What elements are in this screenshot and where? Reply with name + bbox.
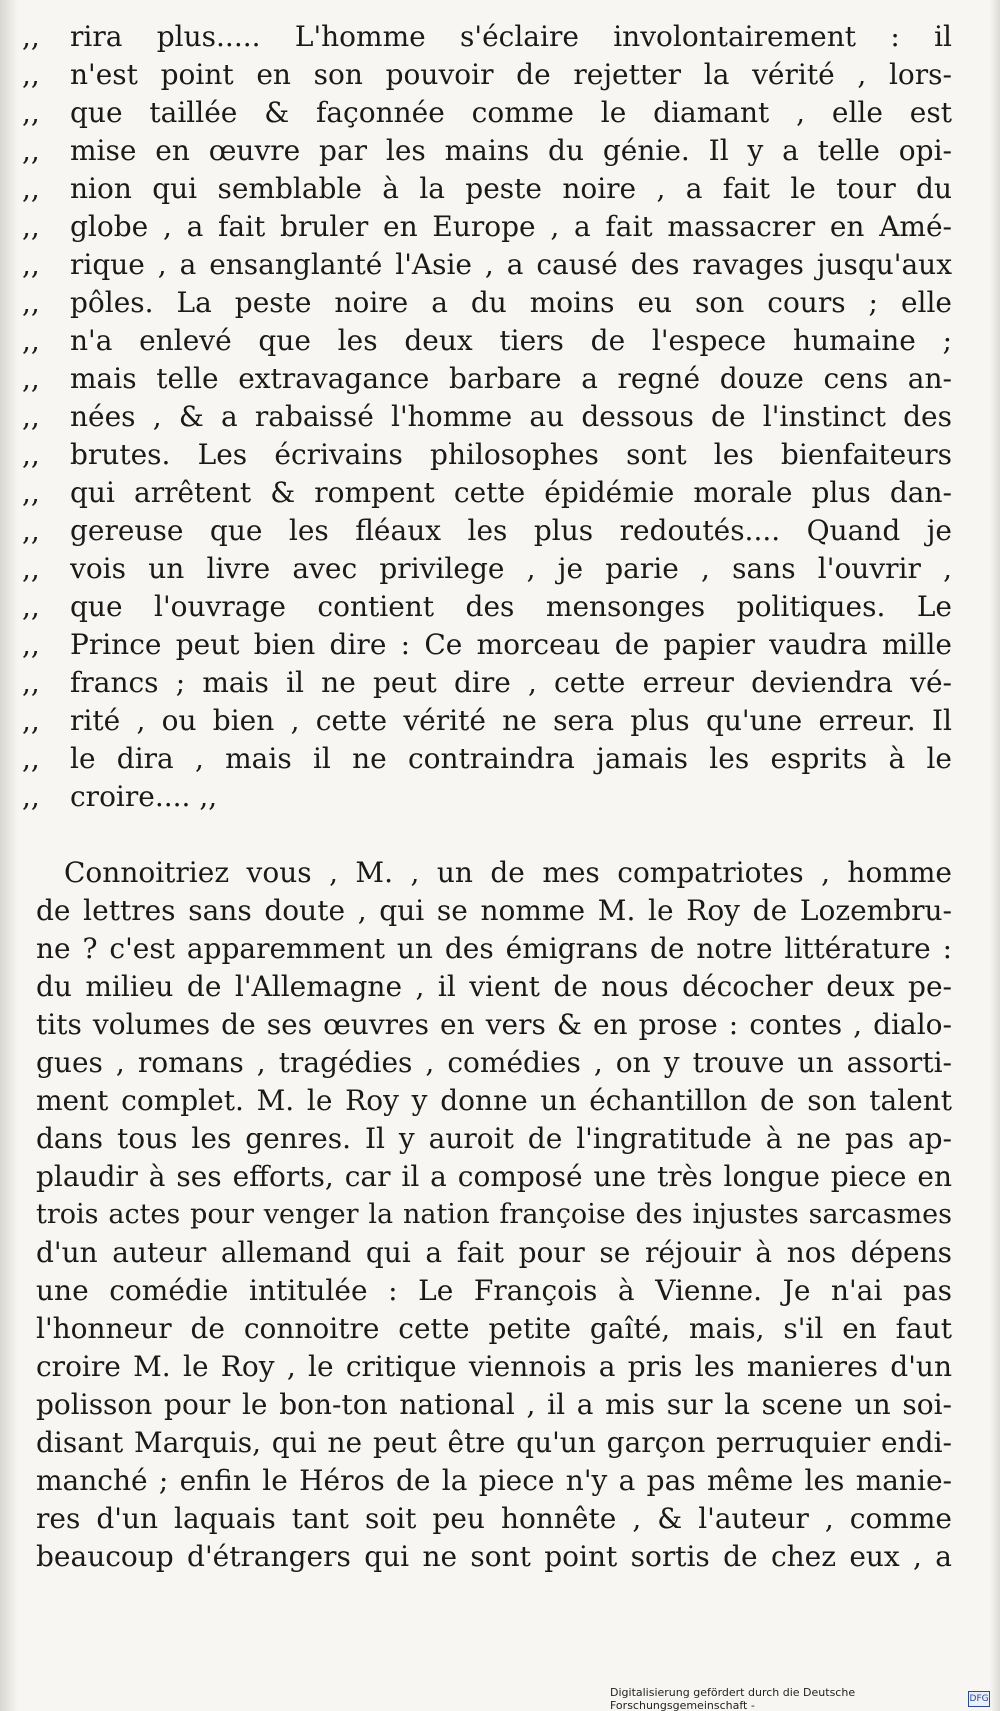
credit-text: Digitalisierung gefördert durch die Deutsche Forschungsgemeinschaft -: [610, 1686, 856, 1711]
quoted-line-text: que l'ouvrage contient des mensonges politiques. Le: [70, 590, 952, 623]
quoted-line-text: vois un livre avec privilege , je parie , sans l'ouvrir ,: [70, 552, 952, 585]
paragraph-line: [22, 1082, 952, 1120]
quoted-line-text: nées , & a rabaissé l'homme au dessous de l'instinct des: [70, 400, 952, 433]
quoted-line: [22, 778, 952, 816]
paragraph-line: [22, 1120, 952, 1158]
paragraph-line: [22, 854, 952, 892]
quoted-line: [22, 360, 952, 398]
quoted-line-text: croire.... ,,: [70, 780, 218, 813]
paragraph-line-text: Connoitriez vous , M. , un de mes compatriotes , homme: [64, 856, 952, 889]
paragraph-line-text: disant Marquis, qui ne peut être qu'un garçon perruquier endi-: [36, 1426, 952, 1459]
quoted-line-text: brutes. Les écrivains philosophes sont les bienfaiteurs: [70, 438, 952, 471]
quoted-line-text: le dira , mais il ne contraindra jamais les esprits à le: [70, 742, 952, 775]
paragraph-line: [22, 892, 952, 930]
quote-mark: ,,: [22, 742, 40, 775]
paragraph-line: [22, 1348, 952, 1386]
quote-mark: ,,: [22, 666, 40, 699]
quote-mark: ,,: [22, 134, 40, 167]
quoted-line-text: rira plus..... L'homme s'éclaire involontairement : il: [70, 20, 952, 53]
paragraph-line-text: trois actes pour venger la nation françoise des injustes sarcasmes: [36, 1199, 952, 1230]
quote-mark: ,,: [22, 58, 40, 91]
page-edge-shadow: [990, 0, 1000, 1711]
quote-mark: ,,: [22, 210, 40, 243]
paragraph-line-text: du milieu de l'Allemagne , il vient de nous décocher deux pe-: [36, 970, 952, 1003]
paragraph-line: [22, 1196, 952, 1234]
quote-mark: ,,: [22, 20, 40, 53]
paragraph-gap: [22, 816, 952, 854]
quote-mark: ,,: [22, 514, 40, 547]
quote-mark: ,,: [22, 476, 40, 509]
quoted-line: [22, 398, 952, 436]
quoted-line: [22, 664, 952, 702]
quoted-line-text: n'a enlevé que les deux tiers de l'espece humaine ;: [70, 324, 952, 357]
quoted-line-text: que taillée & façonnée comme le diamant , elle est: [70, 96, 952, 129]
paragraph-line-text: res d'un laquais tant soit peu honnête , & l'auteur , comme: [36, 1502, 952, 1535]
quoted-line-text: nion qui semblable à la peste noire , a fait le tour du: [70, 172, 952, 205]
quoted-line-text: globe , a fait bruler en Europe , a fait massacrer en Amé-: [70, 210, 952, 243]
quoted-line: [22, 170, 952, 208]
paragraph-line-text: une comédie intitulée : Le François à Vienne. Je n'ai pas: [36, 1274, 952, 1307]
quote-mark: ,,: [22, 324, 40, 357]
quoted-line: [22, 436, 952, 474]
quote-mark: ,,: [22, 590, 40, 623]
paragraph-line-text: gues , romans , tragédies , comédies , on y trouve un assorti-: [36, 1046, 952, 1079]
quoted-line: [22, 550, 952, 588]
quoted-line: [22, 740, 952, 778]
paragraph-line-text: tits volumes de ses œuvres en vers & en prose : contes , dialo-: [36, 1008, 952, 1041]
dfg-logo-icon: DFG: [968, 1691, 990, 1707]
quoted-line-text: rité , ou bien , cette vérité ne sera plus qu'une erreur. Il: [70, 704, 952, 737]
paragraph-line: [22, 1500, 952, 1538]
paragraph-line-text: polisson pour le bon-ton national , il a mis sur la scene un soi-: [36, 1388, 952, 1421]
paragraph-line-text: ment complet. M. le Roy y donne un échantillon de son talent: [36, 1084, 952, 1117]
quoted-line-text: qui arrêtent & rompent cette épidémie morale plus dan-: [70, 476, 952, 509]
quoted-line-text: mais telle extravagance barbare a regné douze cens an-: [70, 362, 952, 395]
paragraph-line: [22, 930, 952, 968]
paragraph-line: [22, 1006, 952, 1044]
paragraph-line-text: manché ; enfin le Héros de la piece n'y a pas même les manie-: [36, 1464, 952, 1497]
paragraph-line-text: d'un auteur allemand qui a fait pour se réjouir à nos dépens: [36, 1236, 952, 1269]
quote-mark: ,,: [22, 780, 40, 813]
paragraph-line: [22, 968, 952, 1006]
paragraph-line: [22, 1462, 952, 1500]
quoted-line: [22, 246, 952, 284]
quoted-line-text: n'est point en son pouvoir de rejetter la vérité , lors-: [70, 58, 952, 91]
paragraph-line-text: dans tous les genres. Il y auroit de l'ingratitude à ne pas ap-: [36, 1122, 952, 1155]
paragraph-line: [22, 1234, 952, 1272]
quoted-line: [22, 132, 952, 170]
quoted-line: [22, 512, 952, 550]
quoted-line: [22, 588, 952, 626]
quote-mark: ,,: [22, 704, 40, 737]
paragraph-line: [22, 1386, 952, 1424]
paragraph-line: [22, 1044, 952, 1082]
paragraph-line: [22, 1310, 952, 1348]
quoted-line-text: rique , a ensanglanté l'Asie , a causé des ravages jusqu'aux: [70, 248, 952, 281]
quoted-line: [22, 18, 952, 56]
quote-mark: ,,: [22, 286, 40, 319]
quote-mark: ,,: [22, 248, 40, 281]
digitization-credit: [610, 1686, 990, 1711]
quoted-line: [22, 702, 952, 740]
quoted-line: [22, 626, 952, 664]
quoted-line: [22, 322, 952, 360]
quoted-line-text: gereuse que les fléaux les plus redoutés.... Quand je: [70, 514, 952, 547]
paragraph-line-text: beaucoup d'étrangers qui ne sont point sortis de chez eux , a: [36, 1540, 952, 1573]
quoted-line-text: pôles. La peste noire a du moins eu son cours ; elle: [70, 286, 952, 319]
quoted-line: [22, 284, 952, 322]
quote-mark: ,,: [22, 362, 40, 395]
quoted-line-text: francs ; mais il ne peut dire , cette erreur deviendra vé-: [70, 666, 952, 699]
paragraph-line: [22, 1158, 952, 1196]
quote-mark: ,,: [22, 628, 40, 661]
paragraph-line: [22, 1272, 952, 1310]
paragraph-line-text: l'honneur de connoitre cette petite gaîté, mais, s'il en faut: [36, 1312, 952, 1345]
quoted-line-text: mise en œuvre par les mains du génie. Il y a telle opi-: [70, 134, 952, 167]
page-gutter-shadow: [0, 0, 18, 1711]
quote-mark: ,,: [22, 400, 40, 433]
paragraph-line-text: croire M. le Roy , le critique viennois a pris les manieres d'un: [36, 1350, 952, 1383]
paragraph-line: [22, 1424, 952, 1462]
paragraph-line-text: ne ? c'est apparemment un des émigrans de notre littérature :: [36, 932, 952, 965]
quoted-line: [22, 474, 952, 512]
quote-mark: ,,: [22, 552, 40, 585]
page-text: [22, 18, 952, 1576]
paragraph-line: [22, 1538, 952, 1576]
quoted-line: [22, 56, 952, 94]
quoted-line: [22, 208, 952, 246]
paragraph-line-text: de lettres sans doute , qui se nomme M. le Roy de Lozembru-: [36, 894, 952, 927]
quote-mark: ,,: [22, 438, 40, 471]
quoted-line: [22, 94, 952, 132]
paragraph-line-text: plaudir à ses efforts, car il a composé une très longue piece en: [36, 1160, 952, 1193]
quote-mark: ,,: [22, 96, 40, 129]
quote-mark: ,,: [22, 172, 40, 205]
quoted-line-text: Prince peut bien dire : Ce morceau de papier vaudra mille: [70, 628, 952, 661]
